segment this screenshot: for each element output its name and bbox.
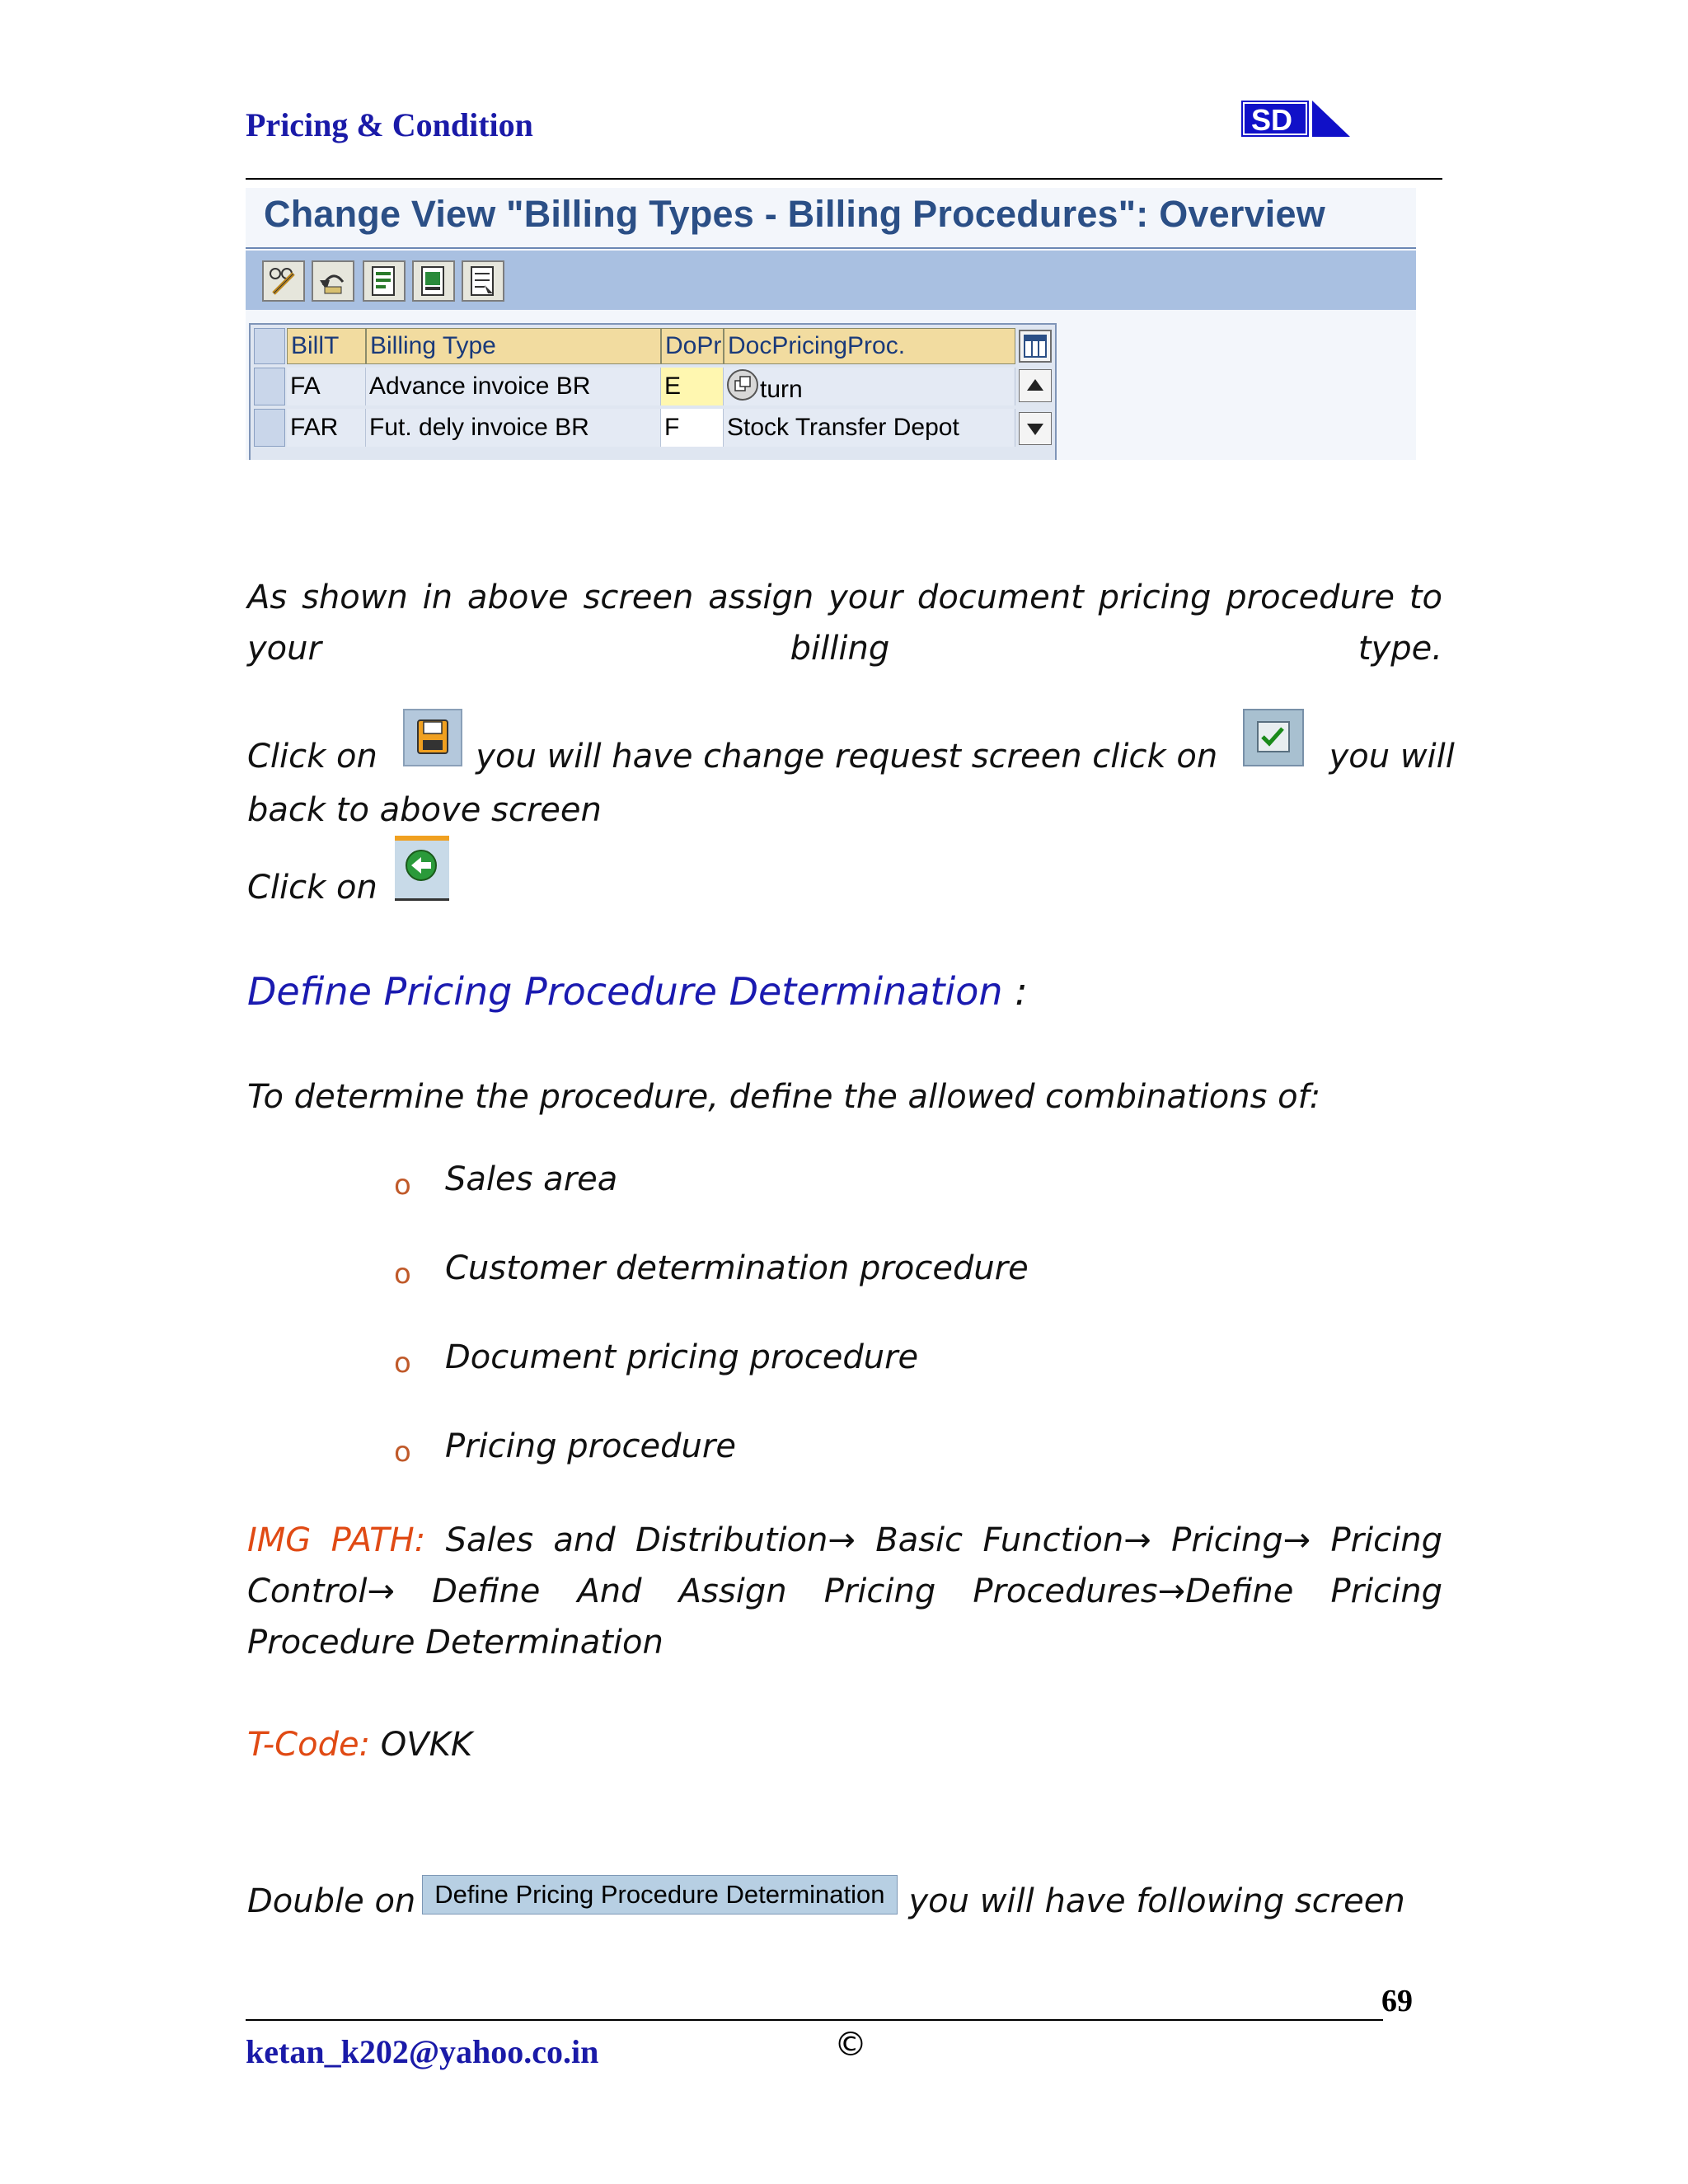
text-click-on: Click on bbox=[247, 869, 377, 907]
list-item: Sales area bbox=[445, 1160, 618, 1198]
list-item: Customer determination procedure bbox=[445, 1249, 1029, 1287]
table-cell-billing-type: Advance invoice BR bbox=[366, 368, 661, 405]
table-cell-doc-pricing-proc: Stock Transfer Depot bbox=[724, 409, 1015, 447]
text-click-on: Click on bbox=[247, 738, 377, 776]
scroll-down-button[interactable] bbox=[1019, 412, 1052, 445]
back-button-image bbox=[395, 836, 449, 916]
paragraph-double-on bbox=[247, 1876, 1442, 1927]
confirm-button-image bbox=[1243, 709, 1304, 781]
define-pricing-procedure-determination-button[interactable]: Define Pricing Procedure Determination bbox=[422, 1875, 897, 1915]
sap-title-rule bbox=[246, 247, 1416, 249]
list-item: Document pricing procedure bbox=[445, 1338, 919, 1376]
sap-screen bbox=[246, 188, 1416, 460]
column-header-doc-pricing-proc[interactable]: DocPricingProc. bbox=[724, 328, 1015, 364]
sap-toolbar bbox=[246, 251, 1416, 310]
delete-icon bbox=[463, 262, 503, 300]
page-number: 69 bbox=[1381, 1984, 1413, 2018]
img-path-label: IMG PATH: bbox=[247, 1521, 426, 1559]
footer-email: ketan_k202@yahoo.co.in bbox=[246, 2033, 599, 2070]
sd-logo-text: SD bbox=[1251, 103, 1293, 137]
copy-as-button[interactable] bbox=[412, 260, 455, 302]
new-entries-icon bbox=[364, 262, 404, 300]
copy-icon bbox=[414, 262, 453, 300]
tcode-label: T-Code: bbox=[247, 1726, 371, 1764]
arrow-down-icon bbox=[1020, 413, 1051, 444]
section-heading-colon: : bbox=[1002, 969, 1028, 1014]
header-title: Pricing & Condition bbox=[246, 106, 533, 143]
tcode-value: OVKK bbox=[370, 1726, 473, 1764]
bullet-marker: o bbox=[394, 1258, 411, 1291]
header-rule bbox=[246, 178, 1442, 180]
arrow-up-icon bbox=[1020, 370, 1051, 401]
value-help-icon[interactable] bbox=[725, 368, 760, 405]
column-header-dopr[interactable]: DoPr bbox=[661, 328, 724, 364]
pencil-glasses-icon bbox=[264, 262, 303, 300]
save-button-image bbox=[403, 709, 462, 781]
billing-procedures-table bbox=[249, 323, 1057, 460]
display-change-button[interactable] bbox=[262, 260, 305, 302]
doc-pricing-proc-text: turn bbox=[760, 375, 803, 403]
table-cell-billing-type: Fut. dely invoice BR bbox=[366, 409, 661, 447]
table-settings-icon bbox=[1020, 331, 1050, 361]
paragraph-determine: To determine the procedure, define the allowed combinations of: bbox=[247, 1078, 1321, 1116]
paragraph-click-back bbox=[247, 849, 1442, 930]
column-header-billt[interactable]: BillT bbox=[287, 328, 366, 364]
section-heading bbox=[247, 969, 1028, 1014]
checkmark-icon bbox=[1243, 709, 1304, 766]
paragraph-assign: As shown in above screen assign your document pricing procedure to your billing type. bbox=[247, 579, 1442, 668]
save-icon bbox=[403, 709, 462, 766]
footer-rule bbox=[246, 2019, 1383, 2021]
text-you-will: you will bbox=[1329, 738, 1455, 776]
bullet-marker: o bbox=[394, 1169, 411, 1202]
sap-table-area bbox=[246, 310, 1416, 460]
img-path-line-3: Procedure Determination bbox=[247, 1624, 663, 1661]
img-path-line-2: Control→ Define And Assign Pricing Procedures→Define Pricing bbox=[247, 1572, 1442, 1610]
sap-screen-title: Change View "Billing Types - Billing Procedures": Overview bbox=[264, 193, 1325, 235]
text-double-on: Double on bbox=[247, 1882, 416, 1920]
sd-logo bbox=[1241, 99, 1352, 140]
table-cell-doc-pricing-proc bbox=[724, 368, 1015, 405]
tcode-line bbox=[247, 1719, 1442, 1770]
table-cell-billt: FA bbox=[287, 368, 366, 405]
column-header-billing-type[interactable]: Billing Type bbox=[366, 328, 661, 364]
img-path-line-1 bbox=[247, 1515, 1442, 1566]
list-item: Pricing procedure bbox=[445, 1427, 736, 1465]
table-settings-button[interactable] bbox=[1019, 330, 1052, 363]
bullet-marker: o bbox=[394, 1436, 411, 1469]
undo-button[interactable] bbox=[312, 260, 354, 302]
img-path-text-1: Sales and Distribution→ Basic Function→ Pricing→ Pricing bbox=[445, 1521, 1442, 1559]
undo-icon bbox=[313, 262, 353, 300]
paragraph-back: back to above screen bbox=[247, 791, 602, 829]
dopr-input[interactable]: E bbox=[661, 368, 724, 405]
bullet-marker: o bbox=[394, 1347, 411, 1380]
dopr-input[interactable]: F bbox=[661, 409, 724, 447]
delete-button[interactable] bbox=[462, 260, 504, 302]
text-change-request: you will have change request screen click on bbox=[476, 738, 1218, 776]
row-selector[interactable] bbox=[254, 368, 285, 405]
paragraph-save-instructions bbox=[247, 722, 1455, 794]
back-arrow-icon bbox=[395, 836, 449, 902]
scroll-up-button[interactable] bbox=[1019, 369, 1052, 402]
copyright-symbol: © bbox=[834, 2026, 867, 2064]
table-cell-billt: FAR bbox=[287, 409, 366, 447]
new-entries-button[interactable] bbox=[363, 260, 406, 302]
section-heading-text: Define Pricing Procedure Determination bbox=[247, 969, 1003, 1014]
select-all-cell[interactable] bbox=[254, 328, 285, 364]
row-selector[interactable] bbox=[254, 409, 285, 447]
text-following-screen: you will have following screen bbox=[908, 1882, 1405, 1920]
